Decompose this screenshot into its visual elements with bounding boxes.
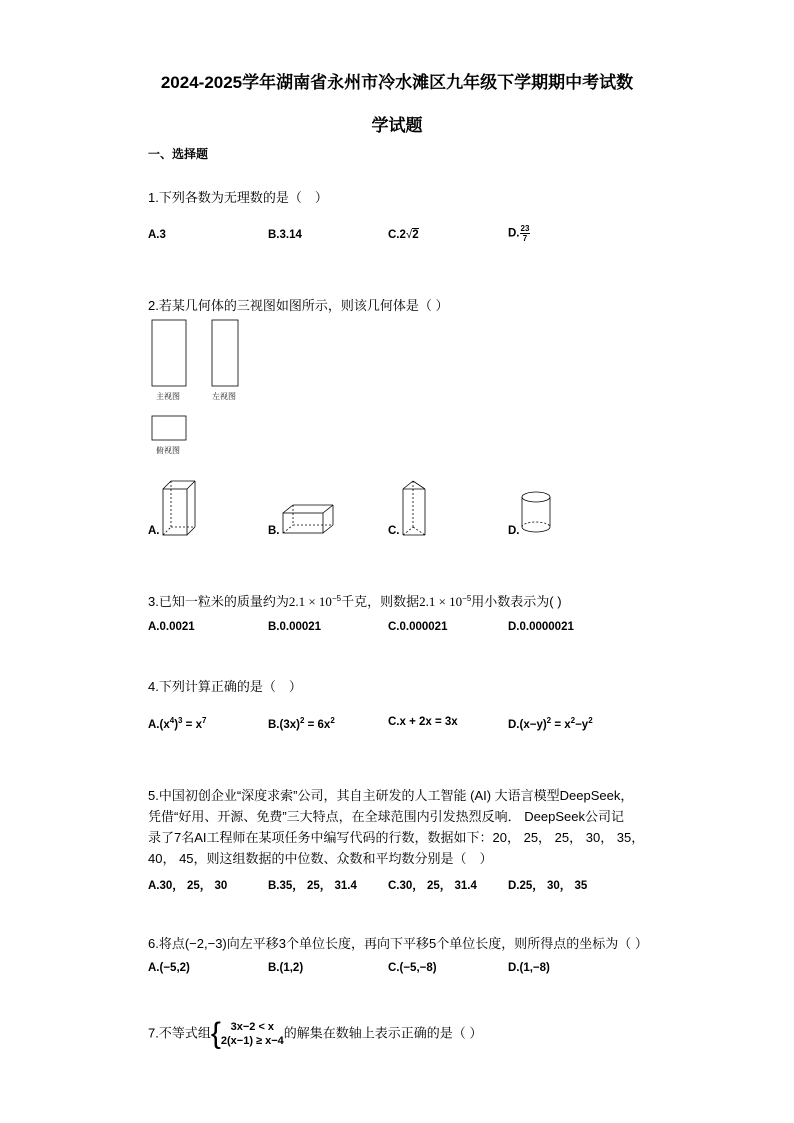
front-view-label: 主视图	[156, 392, 180, 401]
q1-option-c-radicand: 2	[412, 229, 419, 241]
q4-option-a-rhs: = x	[182, 719, 202, 731]
q7-stem	[148, 1019, 482, 1049]
q6-option-c: C.(−5,−8)	[388, 962, 437, 974]
q1-option-c	[388, 229, 419, 241]
q4-option-b-base: (3x)	[279, 719, 300, 731]
q1-option-c-prefix: C.2	[388, 229, 406, 241]
q4-option-b	[268, 716, 335, 731]
left-view-label: 左视图	[212, 392, 236, 401]
q1-stem: 1.下列各数为无理数的是（ ）	[148, 190, 328, 205]
fraction-denominator: 7	[522, 234, 528, 243]
q1-option-d-fraction	[520, 224, 531, 243]
q5-option-c: C.30， 25， 31.4	[388, 880, 477, 892]
q4-stem: 4.下列计算正确的是（ ）	[148, 679, 302, 694]
q2-option-d: D.	[508, 525, 520, 537]
q5-line4: 40， 45，则这组数据的中位数、众数和平均数分别是（ ）	[148, 851, 493, 866]
q5-line2: 凭借“好用、开源、免费”三大特点，在全球范围内引发热烈反响． DeepSeek公司记	[148, 809, 624, 824]
q4-option-b-exponent: 2	[299, 716, 305, 725]
q3-mass-exponent: −5	[331, 594, 342, 603]
q6-option-a: A.(−5,2)	[148, 962, 190, 974]
q1-option-d	[508, 224, 530, 243]
q3-option-a: A.0.0021	[148, 621, 195, 633]
q2-option-b: B.	[268, 525, 280, 537]
q3-option-c: C.0.000021	[388, 621, 448, 633]
front-view-rect	[152, 320, 186, 386]
q4-option-b-prefix: B.	[268, 719, 280, 731]
option-d-cylinder-figure	[522, 492, 550, 532]
exam-title-line1: 2024-2025学年湖南省永州市冷水滩区九年级下学期期中考试数	[160, 73, 634, 92]
q4-option-d-minus-term: −y	[575, 719, 589, 731]
q3-stem-post: 用小数表示为( )	[471, 594, 562, 609]
exam-title-line2: 学试题	[371, 116, 423, 135]
q4-option-b-rhs: = 6x	[304, 719, 331, 731]
top-view-rect	[152, 416, 186, 440]
q4-option-d-rhs: = x	[551, 719, 571, 731]
q2-option-c: C.	[388, 525, 400, 537]
q3-stem-pre: 3.已知一粒米的质量约为	[148, 594, 289, 609]
q4-option-a-outer-exponent: 3	[178, 716, 183, 725]
q4-option-a-close: )	[174, 719, 179, 731]
q4-option-a-rhs-exponent: 7	[202, 716, 207, 725]
q4-option-a-prefix: A.	[148, 719, 160, 731]
option-c-triangular-prism-figure	[403, 481, 425, 535]
q1-option-b: B.3.14	[268, 229, 302, 241]
q3-option-d: D.0.0000021	[508, 621, 574, 633]
q2-option-a: A.	[148, 525, 160, 537]
q4-option-a	[148, 716, 206, 731]
q4-option-d-exponent: 2	[546, 716, 552, 725]
q5-option-b: B.35， 25， 31.4	[268, 880, 357, 892]
q1-option-d-prefix: D.	[508, 227, 520, 240]
q4-option-b-rhs-exponent: 2	[330, 716, 335, 725]
q5-line3: 录了7名AI工程师在某项任务中编写代码的行数，数据如下：20， 25， 25， 30， 35，	[148, 830, 645, 845]
q3-mass-value-2: 2.1 × 10	[419, 594, 463, 609]
q3-stem	[148, 591, 562, 610]
q4-option-c: C.x + 2x = 3x	[388, 716, 458, 728]
option-a-tall-cuboid-figure	[163, 481, 195, 535]
q5-line1: 5.中国初创企业“深度求索”公司，其自主研发的人工智能 (AI) 大语言模型DeepSeek，	[148, 788, 634, 803]
q1-option-a: A.3	[148, 229, 166, 241]
q7-stem-pre: 7.不等式组	[148, 1025, 211, 1041]
fraction-numerator: 23	[520, 224, 530, 233]
q3-option-b: B.0.00021	[268, 621, 322, 633]
q7-inequality-system	[221, 1020, 284, 1048]
q5-option-d: D.25， 30， 35	[508, 880, 588, 892]
q7-inequality-1: 3x−2 < x	[230, 1021, 275, 1033]
sqrt-icon: √	[405, 229, 413, 241]
q3-stem-mid: 千克，则数据	[341, 594, 420, 609]
q3-mass-exponent-2: −5	[462, 594, 472, 603]
q4-option-d-prefix: D.	[508, 719, 520, 731]
top-view-label: 俯视图	[156, 446, 180, 455]
q7-stem-post: 的解集在数轴上表示正确的是（ ）	[283, 1025, 483, 1041]
brace-icon: {	[210, 1017, 221, 1050]
q4-option-a-inner-exponent: 4	[169, 716, 175, 725]
option-b-flat-cuboid-figure	[283, 505, 333, 533]
left-view-rect	[212, 320, 238, 386]
q5-option-a: A.30， 25， 30	[148, 880, 228, 892]
q4-option-d-minus-exponent: 2	[588, 716, 593, 725]
q4-option-d-base: (x−y)	[519, 719, 547, 731]
q4-option-d-rhs-exponent: 2	[570, 716, 576, 725]
q6-stem: 6.将点(−2,−3)向左平移3个单位长度，再向下平移5个单位长度，则所得点的坐标为（ ）	[148, 936, 648, 951]
q6-option-d: D.(1,−8)	[508, 962, 550, 974]
q4-option-a-base: (x	[159, 719, 170, 731]
q3-mass-value: 2.1 × 10	[288, 594, 332, 609]
section-heading: 一、选择题	[148, 147, 209, 161]
q2-stem: 2.若某几何体的三视图如图所示，则该几何体是（ ）	[148, 298, 449, 313]
q7-inequality-2: 2(x−1) ≥ x−4	[220, 1035, 284, 1047]
q4-option-d	[508, 716, 593, 731]
q6-option-b: B.(1,2)	[268, 962, 304, 974]
